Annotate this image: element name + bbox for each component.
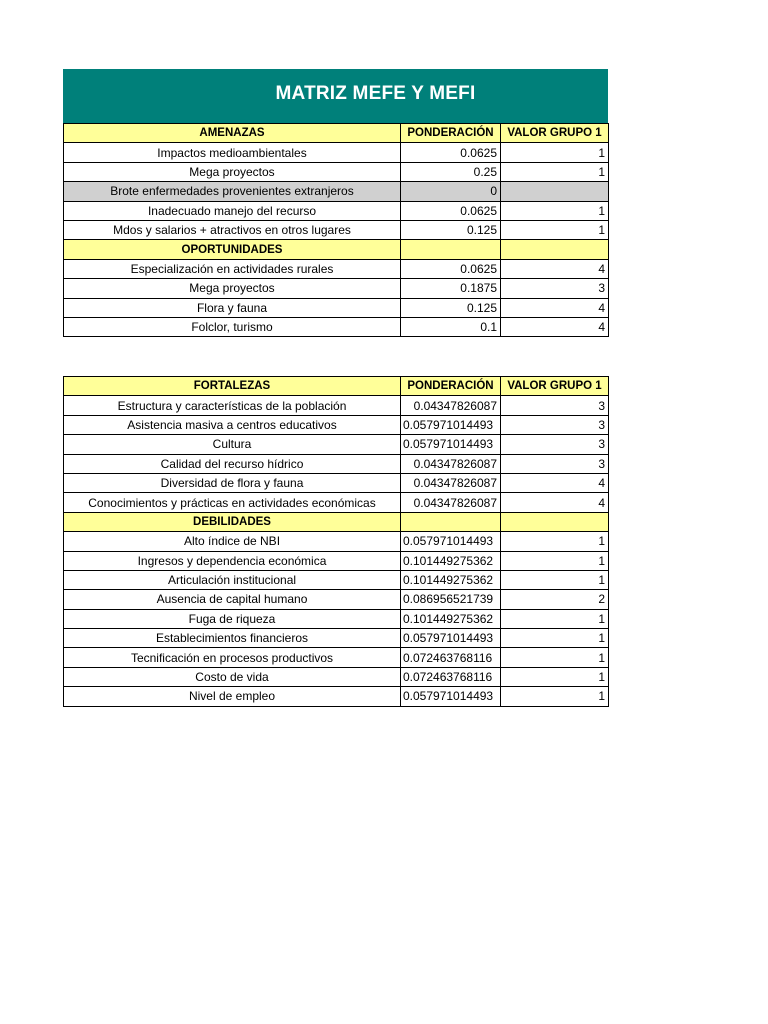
oportunidad-row: [64, 279, 609, 298]
debilidad-row: [64, 629, 609, 648]
debilidad-row: [64, 570, 609, 589]
mefi-header-row: [64, 377, 609, 396]
fortaleza-row: [64, 435, 609, 454]
cell-ponderacion[interactable]: 0.0625: [401, 143, 501, 162]
mefe-table: [63, 123, 609, 337]
cell-valor[interactable]: 3: [501, 454, 609, 473]
header-ponderacion[interactable]: PONDERACIÓN: [401, 377, 501, 396]
cell-valor[interactable]: 1: [501, 609, 609, 628]
cell-ponderacion[interactable]: 0.04347826087: [401, 473, 501, 492]
cell-name[interactable]: Mega proyectos: [64, 162, 401, 181]
mefe-table-body: [64, 124, 609, 337]
cell-valor[interactable]: [501, 182, 609, 201]
cell-name[interactable]: Conocimientos y prácticas en actividades económicas: [64, 493, 401, 512]
cell-ponderacion[interactable]: 0.057971014493: [401, 532, 501, 551]
cell-valor[interactable]: 4: [501, 259, 609, 278]
cell-valor[interactable]: 1: [501, 162, 609, 181]
header-ponderacion[interactable]: PONDERACIÓN: [401, 124, 501, 143]
header-valor[interactable]: VALOR GRUPO 1: [501, 377, 609, 396]
fortaleza-row: [64, 454, 609, 473]
cell-valor[interactable]: 1: [501, 201, 609, 220]
cell-name[interactable]: Brote enfermedades provenientes extranjeros: [64, 182, 401, 201]
fortaleza-row: [64, 396, 609, 415]
cell-name[interactable]: Impactos medioambientales: [64, 143, 401, 162]
cell-name[interactable]: Mdos y salarios + atractivos en otros lugares: [64, 220, 401, 239]
empty-cell[interactable]: [501, 240, 609, 259]
cell-valor[interactable]: 4: [501, 473, 609, 492]
debilidad-row: [64, 532, 609, 551]
cell-name[interactable]: Nivel de empleo: [64, 687, 401, 706]
cell-valor[interactable]: 2: [501, 590, 609, 609]
amenaza-row: [64, 220, 609, 239]
oportunidades-section-row: [64, 240, 609, 259]
cell-ponderacion[interactable]: 0: [401, 182, 501, 201]
cell-ponderacion[interactable]: 0.04347826087: [401, 454, 501, 473]
cell-name[interactable]: Flora y fauna: [64, 298, 401, 317]
cell-name[interactable]: Establecimientos financieros: [64, 629, 401, 648]
fortaleza-row: [64, 493, 609, 512]
cell-name[interactable]: Ausencia de capital humano: [64, 590, 401, 609]
debilidad-row: [64, 687, 609, 706]
amenaza-row: [64, 162, 609, 181]
mefe-header-row: [64, 124, 609, 143]
cell-ponderacion[interactable]: 0.1: [401, 317, 501, 336]
cell-name[interactable]: Diversidad de flora y fauna: [64, 473, 401, 492]
header-valor[interactable]: VALOR GRUPO 1: [501, 124, 609, 143]
oportunidad-row: [64, 259, 609, 278]
cell-ponderacion[interactable]: 0.125: [401, 220, 501, 239]
debilidad-row: [64, 667, 609, 686]
amenaza-row: [64, 201, 609, 220]
cell-name[interactable]: Tecnificación en procesos productivos: [64, 648, 401, 667]
oportunidades-section-row-label[interactable]: OPORTUNIDADES: [64, 240, 401, 259]
cell-valor[interactable]: 1: [501, 687, 609, 706]
cell-valor[interactable]: 4: [501, 298, 609, 317]
cell-valor[interactable]: 3: [501, 435, 609, 454]
header-fortalezas[interactable]: FORTALEZAS: [64, 377, 401, 396]
debilidad-row: [64, 609, 609, 628]
cell-ponderacion[interactable]: 0.04347826087: [401, 396, 501, 415]
cell-ponderacion[interactable]: 0.101449275362: [401, 609, 501, 628]
cell-ponderacion[interactable]: 0.125: [401, 298, 501, 317]
mefi-table-body: [64, 377, 609, 707]
fortaleza-row: [64, 473, 609, 492]
cell-valor[interactable]: 1: [501, 220, 609, 239]
cell-valor[interactable]: 1: [501, 551, 609, 570]
empty-cell[interactable]: [401, 512, 501, 531]
cell-valor[interactable]: 1: [501, 532, 609, 551]
cell-name[interactable]: Inadecuado manejo del recurso: [64, 201, 401, 220]
cell-ponderacion[interactable]: 0.057971014493: [401, 629, 501, 648]
cell-ponderacion[interactable]: 0.25: [401, 162, 501, 181]
empty-cell[interactable]: [501, 512, 609, 531]
cell-name[interactable]: Articulación institucional: [64, 570, 401, 589]
cell-name[interactable]: Mega proyectos: [64, 279, 401, 298]
cell-ponderacion[interactable]: 0.057971014493: [401, 435, 501, 454]
debilidad-row: [64, 590, 609, 609]
cell-name[interactable]: Fuga de riqueza: [64, 609, 401, 628]
cell-name[interactable]: Calidad del recurso hídrico: [64, 454, 401, 473]
header-amenazas[interactable]: AMENAZAS: [64, 124, 401, 143]
cell-ponderacion[interactable]: 0.072463768116: [401, 667, 501, 686]
debilidades-section-row-label[interactable]: DEBILIDADES: [64, 512, 401, 531]
debilidad-row: [64, 551, 609, 570]
cell-ponderacion[interactable]: 0.1875: [401, 279, 501, 298]
cell-name[interactable]: Asistencia masiva a centros educativos: [64, 415, 401, 434]
cell-ponderacion[interactable]: 0.04347826087: [401, 493, 501, 512]
cell-ponderacion[interactable]: 0.0625: [401, 259, 501, 278]
empty-cell[interactable]: [401, 240, 501, 259]
cell-name[interactable]: Costo de vida: [64, 667, 401, 686]
fortaleza-row: [64, 415, 609, 434]
cell-ponderacion[interactable]: 0.101449275362: [401, 551, 501, 570]
cell-valor[interactable]: 3: [501, 279, 609, 298]
amenaza-row: [64, 143, 609, 162]
cell-valor[interactable]: 1: [501, 667, 609, 686]
cell-name[interactable]: Especialización en actividades rurales: [64, 259, 401, 278]
oportunidad-row: [64, 317, 609, 336]
cell-name[interactable]: Ingresos y dependencia económica: [64, 551, 401, 570]
cell-valor[interactable]: 1: [501, 648, 609, 667]
cell-valor[interactable]: 1: [501, 570, 609, 589]
page-title: MATRIZ MEFE Y MEFI: [275, 83, 476, 104]
oportunidad-row: [64, 298, 609, 317]
cell-name[interactable]: Estructura y características de la población: [64, 396, 401, 415]
cell-ponderacion[interactable]: 0.072463768116: [401, 648, 501, 667]
cell-valor[interactable]: 1: [501, 143, 609, 162]
amenaza-row: [64, 182, 609, 201]
cell-name[interactable]: Cultura: [64, 435, 401, 454]
cell-valor[interactable]: 3: [501, 396, 609, 415]
debilidad-row: [64, 648, 609, 667]
cell-name[interactable]: Folclor, turismo: [64, 317, 401, 336]
title-banner: [63, 69, 608, 123]
cell-valor[interactable]: 3: [501, 415, 609, 434]
debilidades-section-row: [64, 512, 609, 531]
cell-ponderacion[interactable]: 0.086956521739: [401, 590, 501, 609]
cell-ponderacion[interactable]: 0.057971014493: [401, 415, 501, 434]
cell-valor[interactable]: 1: [501, 629, 609, 648]
mefi-table: [63, 376, 609, 707]
cell-name[interactable]: Alto índice de NBI: [64, 532, 401, 551]
cell-ponderacion[interactable]: 0.057971014493: [401, 687, 501, 706]
cell-ponderacion[interactable]: 0.101449275362: [401, 570, 501, 589]
cell-valor[interactable]: 4: [501, 317, 609, 336]
cell-valor[interactable]: 4: [501, 493, 609, 512]
cell-ponderacion[interactable]: 0.0625: [401, 201, 501, 220]
